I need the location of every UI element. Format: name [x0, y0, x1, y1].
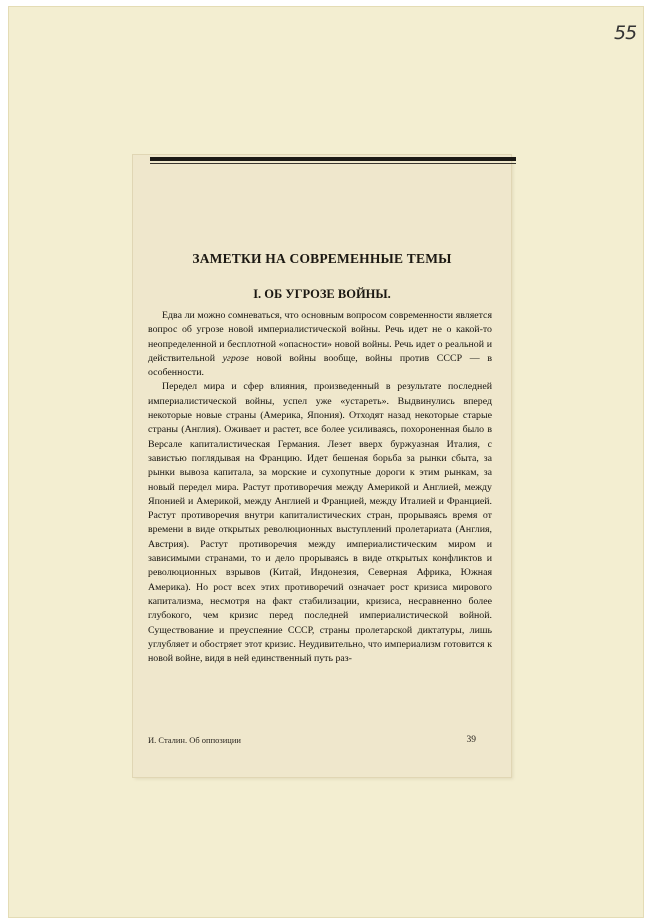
- article-title: ЗАМЕТКИ НА СОВРЕМЕННЫЕ ТЕМЫ: [192, 251, 452, 266]
- paragraph-1: Едва ли можно сомневаться, что основным вопросом современности является вопрос об угрозе новой империалистической войны. Речь идет не о какой-то неопределенной и бесплотной «опасности» новой войны. Речь идет о реальной и действительной угрозе новой войны вообще, войны против СССР — в особенности.: [148, 310, 492, 379]
- footer-source: И. Сталин. Об оппозиции: [148, 735, 241, 745]
- header-rule: [150, 157, 516, 161]
- header-rule-thin: [150, 163, 516, 164]
- emphasis-text: угрозе: [222, 352, 249, 364]
- paragraph-2: Передел мира и сфер влияния, произведенный в результате последней империалистической войны, успел уже «устареть». Выдвинулись вперед некоторые новые страны (Америка, Япония). Отходят назад некоторые старые страны (Англия). Оживает и растет, все более усиливаясь, похороненная было в Версале капиталистическая Германия. Лезет вверх буржуазная Италия, с завистью поглядывая на Францию. Идет бешеная борьба за рынки сбыта, за рынки вывоза капитала, за морские и сухопутные дороги к этим рынкам, за новый передел мира. Растут противоречия между Америкой и Англией, между Японией и Америкой, между Англией и Францией, между Италией и Францией. Растут противоречия внутри капиталистических стран, прорываясь время от времени в виде открытых революционных выступлений пролетариата (Англия, Австрия). Растут противоречия между империалистическим миром и зависимыми странами, то и дело прорываясь в виде открытых конфликтов и революционных взрывов (Китай, Индонезия, Северная Африка, Южная Америка). Но рост всех этих противоречий означает рост кризиса мирового капитализма, несмотря на факт стабилизации, кризиса, несравненно более глубокого, чем кризис перед последней империалистической войной. Существование и преуспеяние СССР, страны пролетарской диктатуры, лишь углубляет и обостряет этот кризис. Неудивительно, что империализм готовится к новой войне, видя в ней единственный путь раз-: [148, 381, 492, 665]
- section-heading: I. ОБ УГРОЗЕ ВОЙНЫ.: [253, 287, 391, 301]
- article-body: [148, 309, 492, 666]
- archive-page-number: 55: [614, 22, 637, 44]
- footer-page-number: 39: [466, 735, 476, 745]
